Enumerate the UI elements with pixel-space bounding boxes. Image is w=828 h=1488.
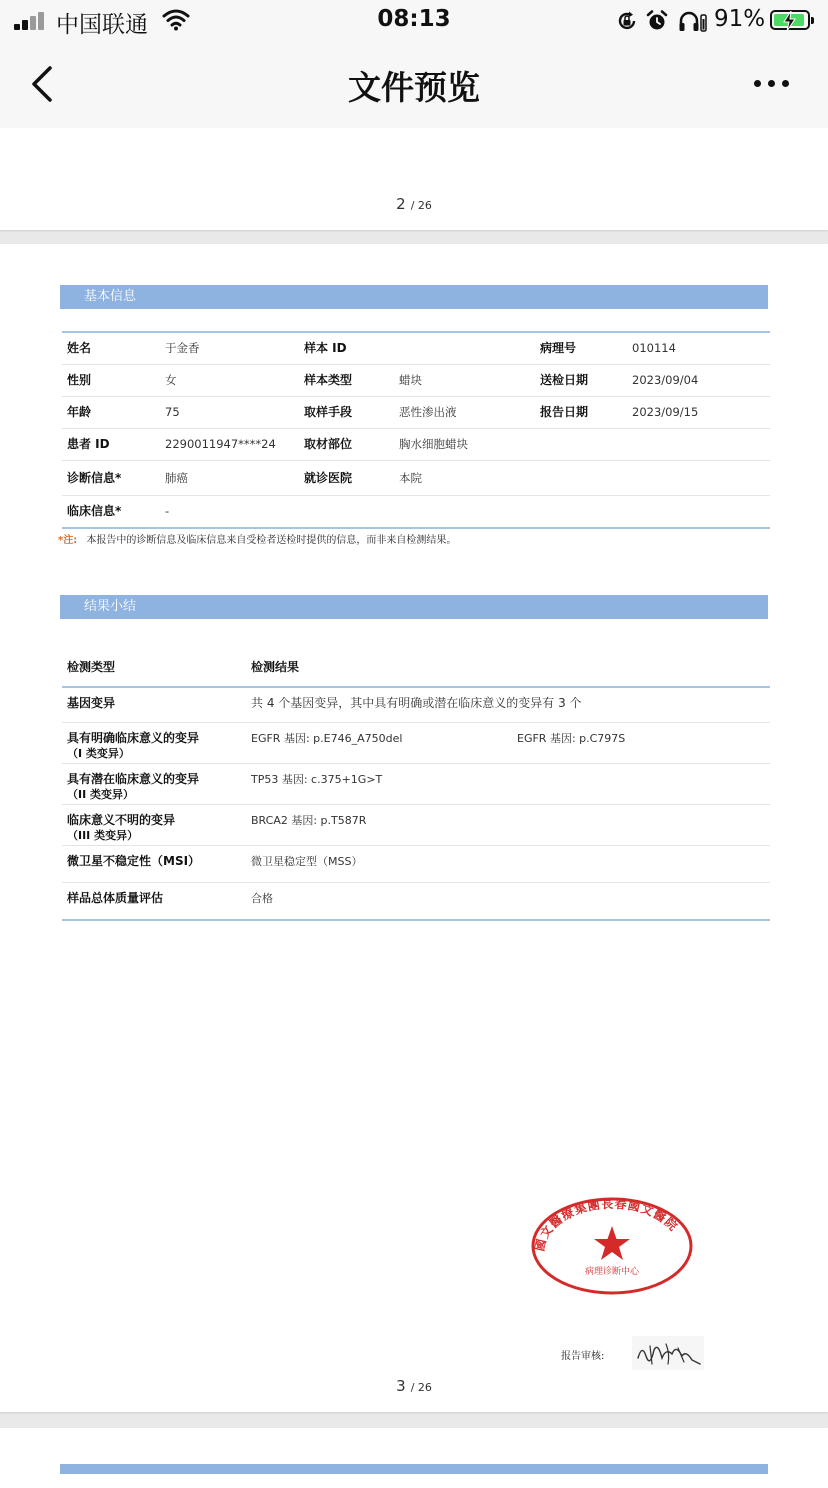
header-test-result: 检测结果 xyxy=(251,660,300,674)
table-row xyxy=(62,365,770,397)
note-text: 本报告中的诊断信息及临床信息来自受检者送检时提供的信息，而非来自检测结果。 xyxy=(86,535,457,546)
orientation-lock-icon xyxy=(616,10,638,32)
label-clinical-info: 临床信息* xyxy=(67,504,122,518)
value-report-date: 2023/09/15 xyxy=(632,405,699,419)
row-value: EGFR 基因: p.E746_A750del xyxy=(251,732,403,745)
label-age: 年龄 xyxy=(67,405,92,419)
label-name: 姓名 xyxy=(67,341,92,355)
row-label-sub: （III 类变异） xyxy=(67,829,139,842)
section-header-basic-info: 基本信息 xyxy=(60,285,768,309)
label-submit-date: 送检日期 xyxy=(540,373,589,387)
more-options-button[interactable] xyxy=(748,74,796,94)
table-row xyxy=(62,883,770,921)
page-title: 文件预览 xyxy=(348,68,480,107)
value-patient-id: 2290011947****24 xyxy=(165,437,276,451)
svg-text:國文醫療集團長春國文醫院: 國文醫療集團長春國文醫院 xyxy=(532,1196,681,1253)
reviewer-signature xyxy=(632,1336,704,1370)
headphones-icon xyxy=(678,10,708,32)
label-hospital: 就诊医院 xyxy=(304,471,353,485)
label-diagnosis: 诊断信息* xyxy=(67,471,122,485)
page-indicator: 2 / 26 xyxy=(396,195,432,213)
row-value-2: EGFR 基因: p.C797S xyxy=(517,732,626,745)
row-label: 具有明确临床意义的变异 xyxy=(67,731,200,745)
hospital-seal-stamp xyxy=(530,1196,694,1296)
row-value: 共 4 个基因变异，其中具有明确或潜在临床意义的变异有 3 个 xyxy=(251,696,582,710)
row-label: 具有潜在临床意义的变异 xyxy=(67,772,200,786)
table-row xyxy=(62,805,770,846)
row-label-sub: （II 类变异） xyxy=(67,788,135,801)
alarm-icon xyxy=(646,10,668,32)
row-label: 样品总体质量评估 xyxy=(67,891,164,905)
basic-info-table xyxy=(62,331,770,529)
table-header xyxy=(62,650,770,688)
svg-text:病理诊断中心: 病理诊断中心 xyxy=(584,1267,640,1277)
note-prefix: *注: xyxy=(58,535,78,546)
table-row xyxy=(62,846,770,883)
value-hospital: 本院 xyxy=(399,471,422,485)
header-test-type: 检测类型 xyxy=(67,660,116,674)
battery-percent: 91% xyxy=(714,6,766,32)
label-patient-id: 患者 ID xyxy=(67,437,110,451)
row-label: 微卫星不稳定性（MSI） xyxy=(67,854,201,868)
row-value: BRCA2 基因: p.T587R xyxy=(251,814,367,827)
table-row xyxy=(62,397,770,429)
table-row xyxy=(62,764,770,805)
row-value: 合格 xyxy=(251,892,273,905)
disclaimer-note xyxy=(58,531,456,546)
result-summary-table xyxy=(62,650,770,921)
label-report-date: 报告日期 xyxy=(540,405,589,419)
value-clinical-info: - xyxy=(165,504,170,518)
table-row xyxy=(62,496,770,529)
label-sample-type: 样本类型 xyxy=(304,373,353,387)
next-page-section-bar xyxy=(60,1464,768,1474)
table-row xyxy=(62,333,770,365)
navigation-bar xyxy=(0,42,828,128)
review-label: 报告审核: xyxy=(561,1351,605,1362)
value-name: 于金香 xyxy=(165,341,200,355)
value-sex: 女 xyxy=(165,373,177,387)
label-sample-id: 样本 ID xyxy=(304,341,347,355)
label-sampling-site: 取材部位 xyxy=(304,437,353,451)
value-diagnosis: 肺癌 xyxy=(165,471,188,485)
document-page-4[interactable] xyxy=(0,1428,828,1488)
value-submit-date: 2023/09/04 xyxy=(632,373,699,387)
row-label: 临床意义不明的变异 xyxy=(67,813,176,827)
page-indicator-current: 3 / 26 xyxy=(396,1377,432,1395)
row-value: 微卫星稳定型（MSS） xyxy=(251,855,363,868)
section-header-result-summary: 结果小结 xyxy=(60,595,768,619)
battery-icon xyxy=(770,10,810,30)
label-sex: 性别 xyxy=(67,373,92,387)
carrier-name: 中国联通 xyxy=(56,12,148,38)
clock: 08:13 xyxy=(377,6,451,32)
table-row xyxy=(62,429,770,461)
table-row xyxy=(62,461,770,496)
table-row xyxy=(62,723,770,764)
row-value: TP53 基因: c.375+1G>T xyxy=(251,773,383,786)
label-pathology-no: 病理号 xyxy=(540,341,577,355)
value-sample-type: 蜡块 xyxy=(399,373,422,387)
label-sampling-method: 取样手段 xyxy=(304,405,353,419)
document-page-2[interactable] xyxy=(0,128,828,230)
value-pathology-no: 010114 xyxy=(632,341,676,355)
value-sampling-site: 胸水细胞蜡块 xyxy=(399,437,468,451)
value-sampling-method: 恶性渗出液 xyxy=(399,405,457,419)
value-age: 75 xyxy=(165,405,180,419)
row-label: 基因变异 xyxy=(67,696,116,710)
row-label-sub: （I 类变异） xyxy=(67,747,130,760)
table-row xyxy=(62,688,770,723)
status-bar xyxy=(0,0,828,42)
